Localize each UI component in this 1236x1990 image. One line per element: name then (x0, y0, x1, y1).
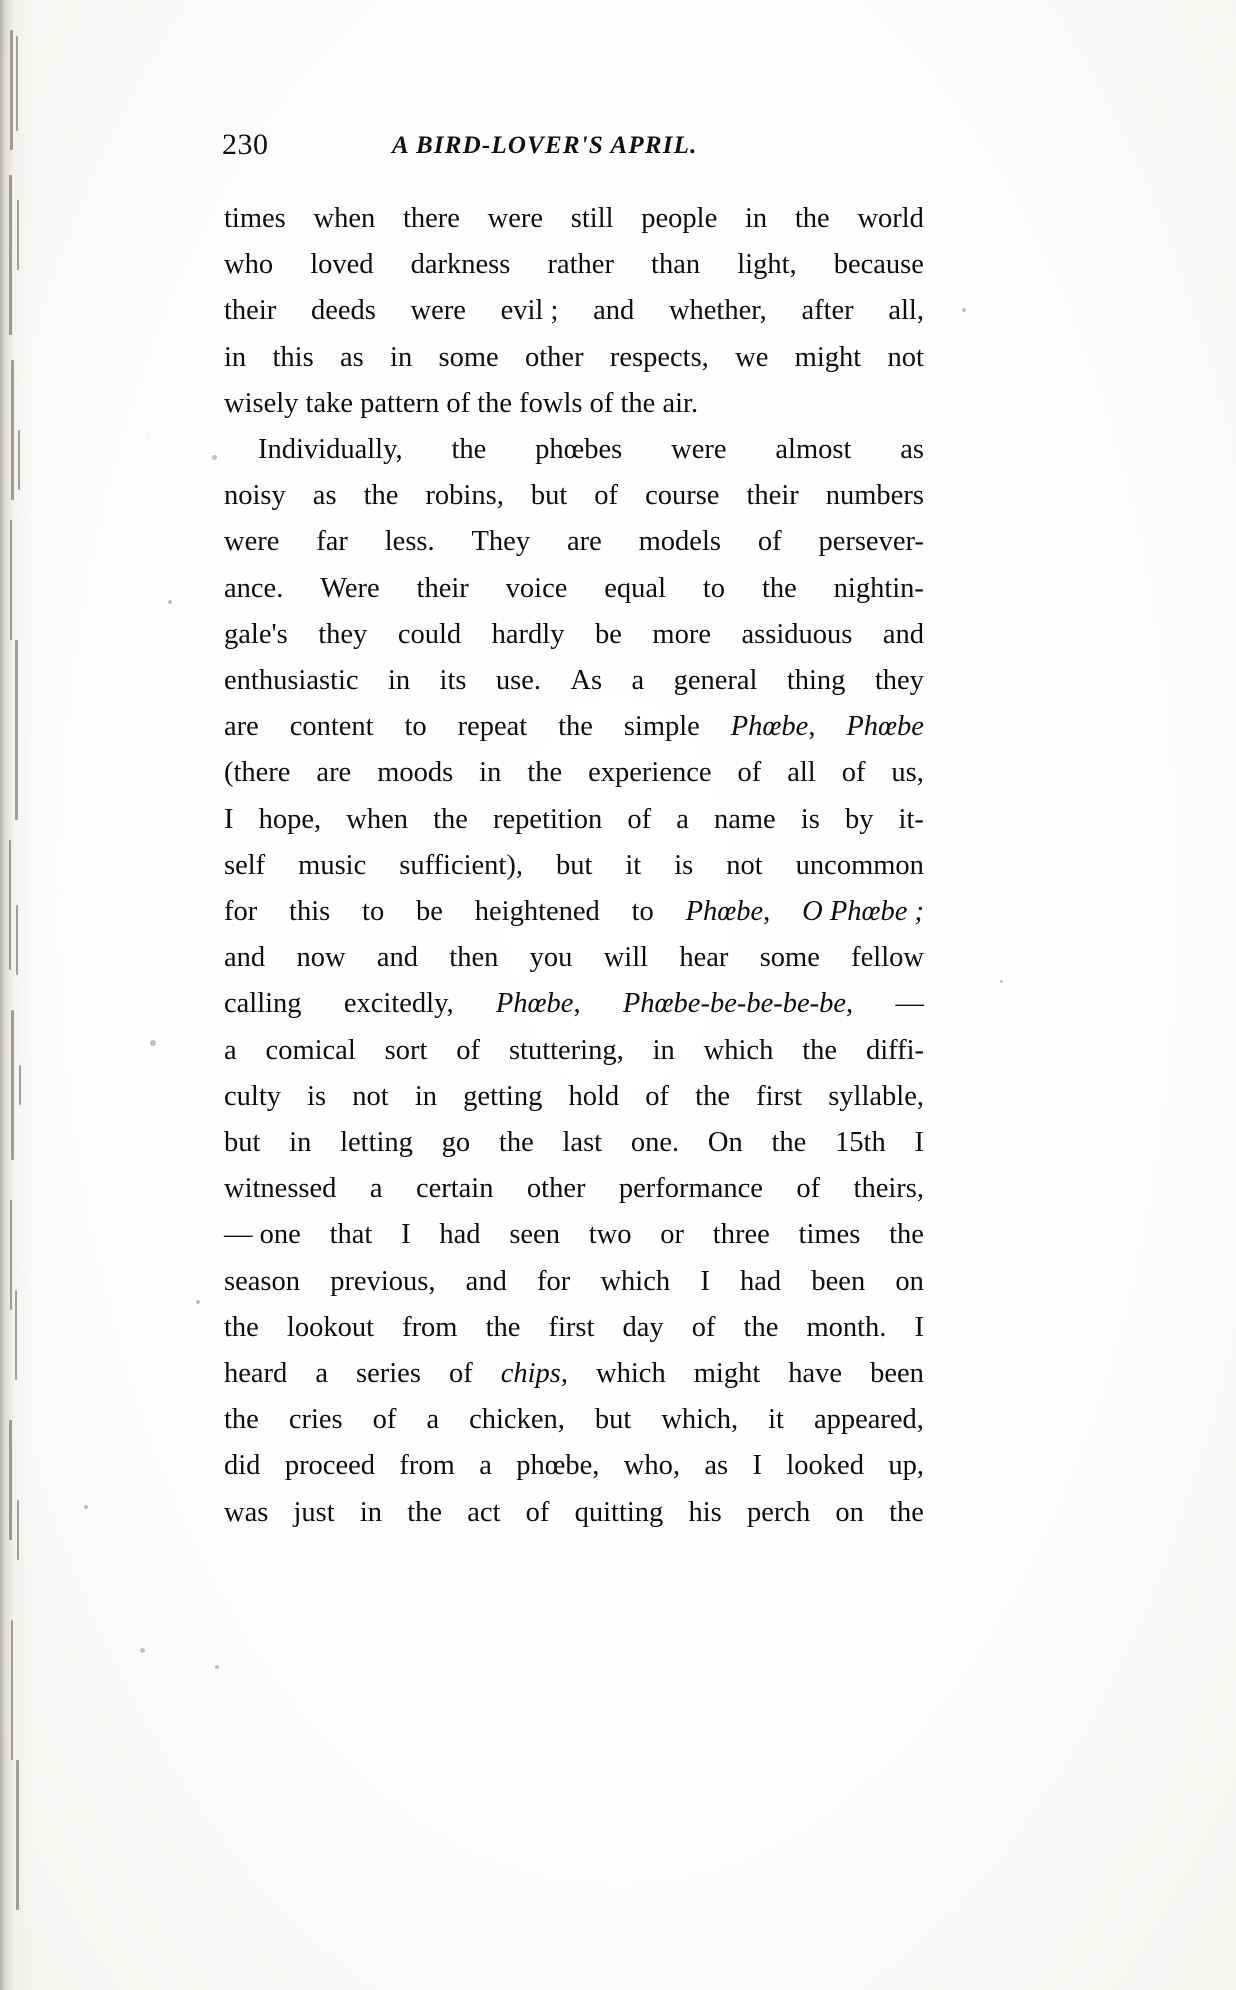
text-line: calling excitedly, Phœbe, Phœbe-be-be-be-be, — (224, 988, 924, 1020)
text-line: and now and then you will hear some fellow (224, 942, 924, 974)
text-line: I hope, when the repetition of a name is by it- (224, 803, 924, 835)
text-line: the cries of a chicken, but which, it appeared, (224, 1404, 924, 1436)
paragraph-1 (224, 196, 924, 427)
text-line: but in letting go the last one. On the 15th I (224, 1127, 924, 1159)
text-line: their deeds were evil ; and whether, after all, (224, 295, 924, 327)
running-head-block (222, 128, 922, 168)
text-line: in this as in some other respects, we might not (224, 341, 924, 373)
body-text (224, 196, 924, 1536)
text-line: did proceed from a phœbe, who, as I looked up, (224, 1450, 924, 1482)
text-line: are content to repeat the simple Phœbe, Phœbe (224, 711, 924, 743)
text-line: self music sufficient), but it is not uncommon (224, 849, 924, 881)
text-line: gale's they could hardly be more assiduous and (224, 618, 924, 650)
text-line: (there are moods in the experience of all of us, (224, 757, 924, 789)
text-line: witnessed a certain other performance of theirs, (224, 1173, 924, 1205)
text-line: was just in the act of quitting his perch on the (224, 1496, 924, 1528)
text-line: a comical sort of stuttering, in which the diffi- (224, 1034, 924, 1066)
text-line: enthusiastic in its use. As a general thing they (224, 665, 924, 697)
text-line: culty is not in getting hold of the first syllable, (224, 1080, 924, 1112)
text-line: wisely take pattern of the fowls of the air. (224, 387, 699, 419)
text-line: the lookout from the first day of the month. I (224, 1311, 924, 1343)
text-line: for this to be heightened to Phœbe, O Phœbe ; (224, 896, 924, 928)
running-head-title: A BIRD-LOVER'S APRIL. (392, 132, 698, 159)
text-line: season previous, and for which I had been on (224, 1265, 924, 1297)
text-line: noisy as the robins, but of course their numbers (224, 480, 924, 512)
text-line: were far less. They are models of persever- (224, 526, 924, 558)
text-line: Individually, the phœbes were almost as (258, 434, 924, 466)
text-line: times when there were still people in the world (224, 203, 924, 234)
page-number: 230 (222, 128, 269, 161)
text-line: heard a series of chips, which might have been (224, 1358, 924, 1390)
paragraph-2 (224, 427, 924, 1536)
text-line: — one that I had seen two or three times the (224, 1219, 924, 1251)
text-line: ance. Were their voice equal to the nightin- (224, 572, 924, 604)
text-line: who loved darkness rather than light, because (224, 249, 924, 281)
